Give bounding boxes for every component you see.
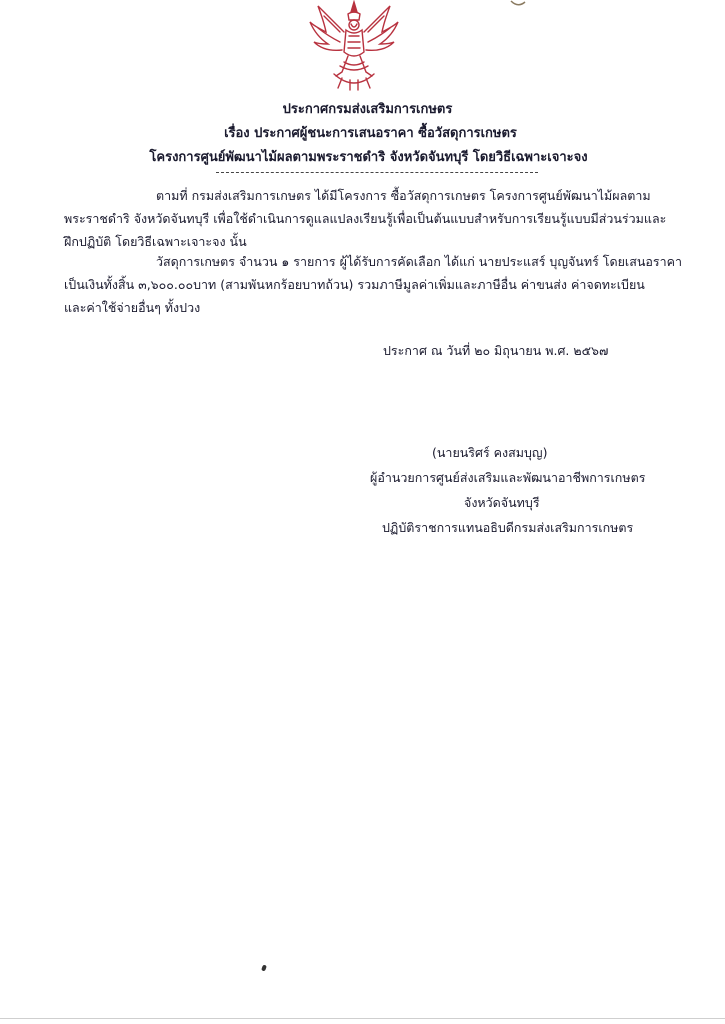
announcement-header bbox=[0, 98, 725, 170]
signer-position-3: ปฏิบัติราชการแทนอธิบดีกรมส่งเสริมการเกษตร bbox=[382, 520, 634, 535]
paragraph-2-line-2: เป็นเงินทั้งสิ้น ๓,๖๐๐.๐๐บาท (สามพันหกร้อยบาทถ้วน) รวมภาษีมูลค่าเพิ่มและภาษีอื่น ค่าขนส่ง ค่าจดทะเบียน bbox=[64, 277, 645, 292]
header-title: ประกาศกรมส่งเสริมการเกษตร bbox=[282, 102, 453, 117]
signer-position-1: ผู้อำนวยการศูนย์ส่งเสริมและพัฒนาอาชีพการเกษตร bbox=[370, 470, 646, 485]
paragraph-1 bbox=[64, 184, 667, 253]
scan-speck bbox=[261, 964, 267, 971]
signer-position-2: จังหวัดจันทบุรี bbox=[464, 495, 540, 510]
header-subject: เรื่อง ประกาศผู้ชนะการเสนอราคา ซื้อวัสดุการเกษตร bbox=[224, 126, 517, 141]
signature-block bbox=[340, 440, 670, 540]
paragraph-1-line-1: ตามที่ กรมส่งเสริมการเกษตร ได้มีโครงการ ซื้อวัสดุการเกษตร โครงการศูนย์พัฒนาไม้ผลตาม bbox=[156, 188, 651, 203]
header-project: โครงการศูนย์พัฒนาไม้ผลตามพระราชดำริ จังหวัดจันทบุรี โดยวิธีเฉพาะเจาะจง bbox=[149, 150, 588, 165]
paragraph-2-line-3: และค่าใช้จ่ายอื่นๆ ทั้งปวง bbox=[64, 300, 201, 315]
top-edge-mark bbox=[509, 0, 527, 8]
paragraph-1-line-2: พระราชดำริ จังหวัดจันทบุรี เพื่อใช้ดำเนินการดูแลแปลงเรียนรู้เพื่อเป็นต้นแบบสำหรับการเรียนรู้แบบมีส่วนร่วมและ bbox=[64, 211, 667, 226]
announcement-date: ประกาศ ณ วันที่ ๒๐ มิถุนายน พ.ศ. ๒๕๖๗ bbox=[383, 343, 609, 358]
scan-bottom-edge bbox=[0, 1018, 725, 1019]
paragraph-2-line-1: วัสดุการเกษตร จำนวน ๑ รายการ ผู้ได้รับการคัดเลือก ได้แก่ นายประแสร์ บุญจันทร์ โดยเสนอราคา bbox=[156, 254, 682, 269]
signer-name: (นายนริศร์ คงสมบุญ) bbox=[432, 445, 548, 460]
paragraph-1-line-3: ฝึกปฏิบัติ โดยวิธีเฉพาะเจาะจง นั้น bbox=[64, 234, 247, 249]
garuda-emblem-icon bbox=[304, 0, 404, 92]
paragraph-2 bbox=[64, 250, 682, 319]
header-divider bbox=[216, 172, 538, 173]
